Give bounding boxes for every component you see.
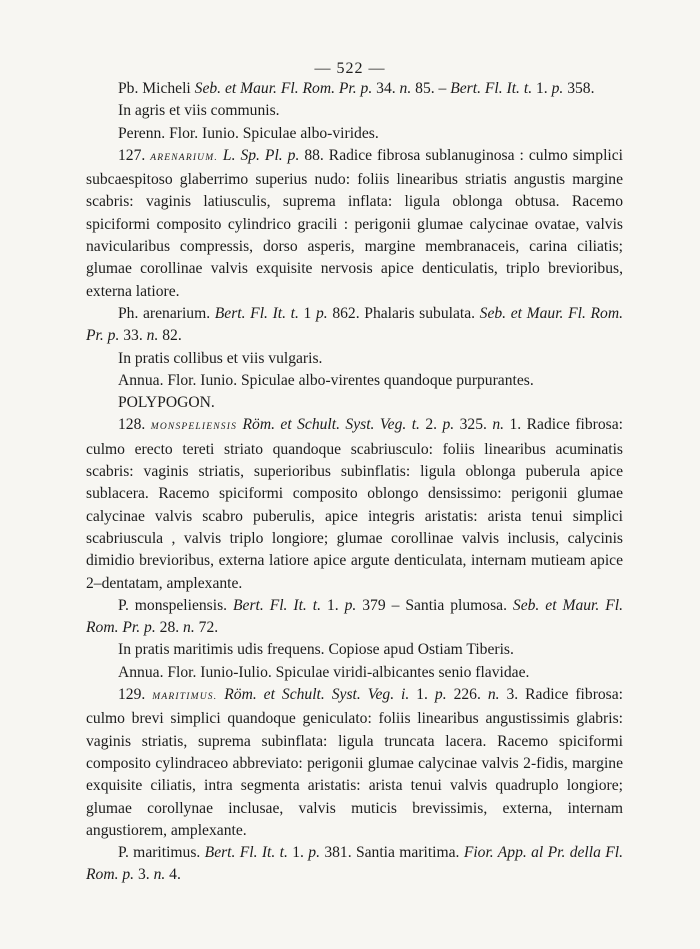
citation-text: Bert. Fl. It. t. [450,80,533,97]
citation-text: n. [487,686,500,704]
citation-text: n. [146,327,159,345]
page-number: — 522 — [314,60,386,77]
text-run: 3. Radice fibrosa: culmo brevi simplici quandoque geniculato: foliis linearibus angustissimis glabris: vaginis striatis, suprema subinflata: ligula truncata lacera. Racemo spiciformi composito cylindraceo abbreviato: perigonii glumae calycinae valvis 2-fidis, margine exquisite ciliatis, intra segmenta aristatis: arista tenui valvis quadruplo longiore; glumae corollynae inclusae, valvis muticis brevissimis, externa, internam angustiorem, amplexante. [86,686,624,839]
citation-text: Seb. et Maur. Fl. Rom. Pr. p. [86,304,623,345]
citation-text: Röm. et Schult. Syst. Veg. i. [224,686,410,704]
text-run: 127. [118,146,151,164]
text-run: Ph. arenarium. [118,304,215,322]
text-run: 28. [155,619,184,637]
text-run: 325. [454,416,493,434]
paragraph [86,639,623,661]
citation-text: Seb. et Maur. Fl. Rom. Pr. p. [86,596,623,637]
text-run: P. monspeliensis. [118,596,233,614]
citation-text: p. [308,844,320,862]
paragraph [86,414,623,594]
paragraph [86,303,623,348]
page-body [86,78,623,887]
text-run: 862. Phalaris subulata. [327,304,480,322]
text-run: 33. [119,327,147,345]
text-run: 72. [194,619,219,637]
text-run: 1. [409,686,435,704]
citation-text: L. Sp. Pl. p. [222,146,300,164]
text-run: 358. [563,80,595,97]
citation-text: Seb. et Maur. Fl. Rom. Pr. p. [194,80,373,97]
citation-text: n. [153,866,166,884]
text-run: 4. [165,866,181,884]
paragraph [86,123,623,145]
text-run: 1. [287,844,309,862]
citation-text: p. [434,686,447,704]
text-run: 379 – Santia plumosa. [356,596,513,614]
citation-text: Röm. et Schult. Syst. Veg. t. [242,416,420,434]
paragraph [86,662,623,684]
citation-text: p. [315,304,328,322]
paragraph [86,392,623,414]
text-run: 34. [372,80,400,97]
citation-text: n. [399,80,412,97]
text-run: 226. [446,686,488,704]
text-run: 1. [321,596,345,614]
paragraph [86,145,623,303]
text-run: In pratis maritimis udis frequens. Copiose apud Ostiam Tiberis. [118,641,514,659]
paragraph [86,100,623,122]
species-name: MARITIMUS. [152,692,218,703]
text-run: Pb. Micheli [118,80,195,97]
citation-text: p. [344,596,357,614]
text-run: POLYPOGON. [118,394,215,412]
citation-text: p. [551,80,564,97]
text-run: 1. Radice fibrosa: culmo erecto tereti striato quandoque scabriusculo: foliis linearibus acuminatis scabris: vaginis striatis, superioribus subinflatis: ligula oblonga puberula apice sublacera. Racemo spiciformi composito oblongo densissimo: perigonii glumae calycinae valvis scabro puberulis, apice integris aristatis: arista tenui simplici scabriuscula , valvis triplo longiore; glumae corollinae valvis inclusis, calycinis dimidio brevioribus, externa latiore apice argute denticulata, internam mutieam apice 2–dentatam, amplexante. [86,416,623,592]
text-run: 1 [298,304,316,322]
text-run: 82. [158,327,182,345]
paragraph [86,348,623,370]
citation-text: p. [442,416,455,434]
text-run: 3. [134,866,154,884]
paragraph [86,78,623,100]
text-run: 129. [118,686,153,704]
species-name: MONSPELIENSIS [150,422,238,433]
paragraph [86,684,623,842]
text-run: Perenn. Flor. Iunio. Spiculae albo-virides. [118,124,379,142]
text-run: P. maritimus. [118,844,205,862]
text-run: In agris et viis communis. [118,102,280,120]
paragraph [86,370,623,392]
paragraph [86,595,623,640]
paragraph [86,842,623,887]
text-run: Annua. Flor. Iunio-Iulio. Spiculae viridi-albicantes senio flavidae. [118,663,530,681]
citation-text: Bert. Fl. It. t. [233,596,321,614]
text-run: 2. [419,416,443,434]
species-name: ARENARIUM. [150,152,218,163]
citation-text: n. [492,416,505,434]
text-run: 128. [118,416,151,434]
text-run: In pratis collibus et viis vulgaris. [118,349,323,367]
citation-text: Bert. Fl. It. t. [204,844,288,862]
citation-text: Fior. App. al Pr. della Fl. Rom. p. [86,844,623,884]
text-run: 88. Radice fibrosa sublanuginosa : culmo simplici subcaespitoso glaberrimo superius nudo: foliis linearibus striatis angustis margine scabris: vaginis latiusculis, suprema inflata: ligula oblonga obtusa. Racemo spiciformi composito cylindrico gracili : perigonii glumae calycinae ovatae, valvis navicularibus compressis, dorso asperis, margine membranaceis, carina ciliatis; glumae corollinae valvis exquisite nervosis apice denticulatis, triplo brevioribus, externa latiore. [86,146,624,300]
text-run: 85. – [411,80,451,97]
text-run: 1. [532,80,552,97]
citation-text: Bert. Fl. It. t. [214,304,299,322]
text-run: 381. Santia maritima. [319,844,464,862]
citation-text: n. [183,619,195,637]
text-run: Annua. Flor. Iunio. Spiculae albo-virentes quandoque purpurantes. [118,371,534,389]
